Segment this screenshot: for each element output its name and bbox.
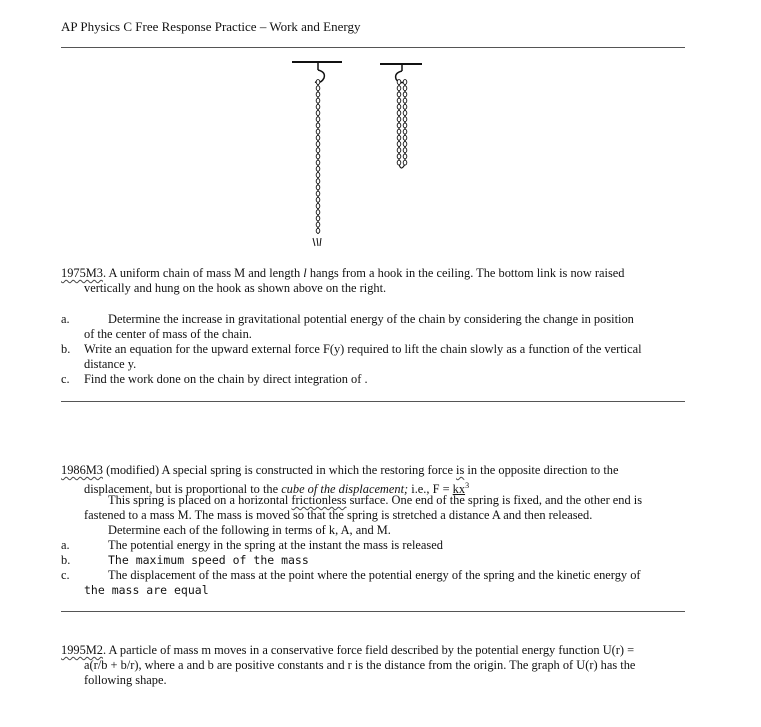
problem-2-b-label: b.	[61, 553, 71, 567]
problem-2-kx: kx	[452, 482, 466, 497]
chain-link	[316, 179, 320, 184]
problem-2-c-line1: The displacement of the mass at the point where the potential energy of the spring and the kinetic energy of	[108, 568, 641, 582]
chain-link	[316, 117, 320, 122]
chain-link	[403, 154, 407, 159]
section-divider-2	[61, 611, 685, 612]
chain-link	[397, 80, 401, 85]
chain-link	[403, 80, 407, 85]
problem-2-line2-a: displacement, but is proportional to the	[84, 482, 282, 497]
chain-link	[403, 123, 407, 128]
problem-3-line2: a(r/b + b/r), where a and b are positive constants and r is the distance from the origin. The graph of U(r) has the	[84, 658, 636, 672]
chain-link	[403, 160, 407, 165]
chain-link	[397, 98, 401, 103]
problem-2-line4: fastened to a mass M. The mass is moved so that the spring is stretched a distance A and then released.	[84, 508, 593, 522]
problem-2-line3-a: This spring is placed on a horizontal	[108, 493, 292, 507]
chain-link	[397, 142, 401, 147]
chain-link	[316, 166, 320, 171]
problem-1-a-label: a.	[61, 312, 70, 326]
problem-2-a-text: The potential energy in the spring at the instant the mass is released	[108, 538, 443, 552]
chain-link	[397, 160, 401, 165]
chain-link	[403, 129, 407, 134]
problem-2-code: 1986M3	[61, 463, 103, 477]
section-divider-1	[61, 401, 685, 402]
chain-link	[397, 117, 401, 122]
chain-link	[397, 129, 401, 134]
chain-link	[403, 104, 407, 109]
chain-link	[316, 104, 320, 109]
chain-link	[397, 111, 401, 116]
chain-link	[397, 148, 401, 153]
chain-link	[403, 148, 407, 153]
problem-2-frictionless: frictionless	[291, 493, 347, 507]
chain-link	[316, 129, 320, 134]
chain-link	[403, 86, 407, 91]
problem-2-c-line2: the mass are equal	[84, 583, 209, 597]
chain-link	[316, 142, 320, 147]
problem-2-exponent: 3	[465, 481, 470, 490]
problem-2-line3	[108, 493, 642, 508]
chain-link	[403, 92, 407, 97]
problem-2-line1	[61, 463, 618, 478]
chain-link	[403, 98, 407, 103]
problem-2-is: is	[456, 463, 465, 477]
problem-2-b-text: The maximum speed of the mass	[108, 553, 309, 567]
problem-2-a-label: a.	[61, 538, 70, 552]
problem-3-line3: following shape.	[84, 673, 167, 687]
chain-link	[316, 204, 320, 209]
chain-link	[316, 92, 320, 97]
problem-3-code: 1995M2	[61, 643, 103, 657]
chain-link	[316, 154, 320, 159]
problem-1-b-line2: distance y.	[84, 357, 137, 371]
chain-link	[397, 104, 401, 109]
problem-1-c-label: c.	[61, 372, 70, 386]
problem-1-c-line1: Find the work done on the chain by direct integration of .	[84, 372, 368, 386]
problem-1-code: 1975M3	[61, 266, 103, 280]
chain-link	[316, 197, 320, 202]
chain-link	[397, 154, 401, 159]
problem-1-text-b: hangs from a hook in the ceiling. The bottom link is now raised	[306, 266, 625, 280]
chain-link	[397, 123, 401, 128]
chain-link	[316, 216, 320, 221]
problem-1-a-line1: Determine the increase in gravitational potential energy of the chain by considering the change in position	[108, 312, 634, 326]
problem-1-b-label: b.	[61, 342, 71, 356]
problem-3-line1	[61, 643, 634, 658]
header-divider	[61, 47, 685, 48]
chain-link	[316, 80, 320, 85]
problem-2-line3-b: surface. One end of the spring is fixed, and the other end is	[346, 493, 643, 507]
chain-link	[403, 142, 407, 147]
chain-link	[403, 117, 407, 122]
problem-1-intro	[61, 266, 625, 281]
chain-link	[397, 92, 401, 97]
chain-link	[316, 228, 320, 233]
chain-link	[316, 111, 320, 116]
chain-link	[403, 135, 407, 140]
problem-2-line2-italic: cube of the displacement;	[281, 482, 409, 497]
page-header: AP Physics C Free Response Practice – Work and Energy	[61, 19, 361, 34]
chain-link	[316, 123, 320, 128]
chain-link	[316, 191, 320, 196]
problem-1-a-line2: of the center of mass of the chain.	[84, 327, 252, 341]
chain-link	[316, 135, 320, 140]
chain-link	[316, 185, 320, 190]
chain-link	[316, 86, 320, 91]
chain-link	[316, 160, 320, 165]
chain-link	[397, 86, 401, 91]
problem-1-intro-line2: vertically and hung on the hook as shown above on the right.	[84, 281, 387, 295]
chain-link	[316, 173, 320, 178]
chain-link	[397, 135, 401, 140]
problem-2-text-a: (modified) A special spring is constructed in which the restoring force	[103, 463, 457, 477]
chain-link	[403, 111, 407, 116]
problem-2-text-b: in the opposite direction to the	[464, 463, 619, 477]
chain-link	[316, 210, 320, 215]
chain-link	[316, 98, 320, 103]
problem-2-c-label: c.	[61, 568, 70, 582]
problem-1-text-a: . A uniform chain of mass M and length	[103, 266, 304, 280]
chain-link	[316, 148, 320, 153]
chain-link	[316, 222, 320, 227]
hanging-chain-figure	[280, 52, 450, 252]
problem-3-text-a: . A particle of mass m moves in a conservative force field described by the potential energy function U(r) =	[103, 643, 635, 657]
problem-2-line5: Determine each of the following in terms of k, A, and M.	[108, 523, 391, 537]
length-symbol: l	[303, 266, 307, 280]
problem-1-b-line1: Write an equation for the upward external force F(y) required to lift the chain slowly as a function of the vertical	[84, 342, 642, 356]
problem-2-line2-b: i.e., F =	[408, 482, 453, 497]
